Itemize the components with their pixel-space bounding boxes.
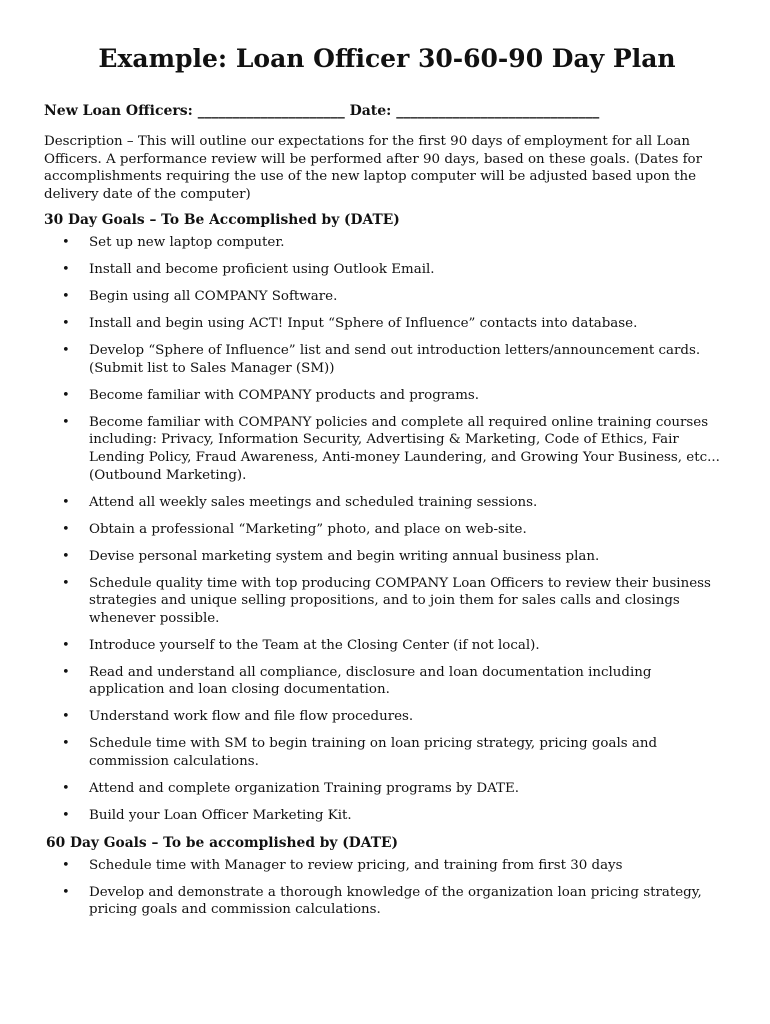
goal-item — [44, 708, 730, 726]
bullet-icon: • — [62, 736, 70, 752]
goal-text: Begin using all COMPANY Software. — [89, 289, 338, 305]
bullet-icon: • — [62, 884, 70, 900]
goal-text: Build your Loan Officer Marketing Kit. — [89, 807, 352, 823]
goal-item — [44, 548, 730, 566]
goal-item — [44, 884, 730, 919]
goal-item — [44, 575, 730, 628]
bullet-icon: • — [62, 709, 70, 725]
date-blank: _____________________________ — [396, 103, 600, 119]
bullet-icon: • — [62, 316, 70, 332]
bullet-icon: • — [62, 637, 70, 653]
bullet-icon: • — [62, 494, 70, 510]
officers-blank: _____________________ — [197, 103, 345, 119]
goal-text: Develop and demonstrate a thorough knowledge of the organization loan pricing strategy, pricing goals and commission calculations. — [89, 884, 702, 918]
bullet-icon: • — [62, 235, 70, 251]
goal-text: Obtain a professional “Marketing” photo, and place on web-site. — [89, 521, 527, 537]
goal-text: Introduce yourself to the Team at the Closing Center (if not local). — [89, 637, 540, 653]
bullet-icon: • — [62, 780, 70, 796]
goal-item — [44, 234, 730, 252]
goal-text: Schedule time with Manager to review pricing, and training from first 30 days — [89, 857, 623, 873]
header-fields — [44, 102, 730, 121]
goal-text: Schedule quality time with top producing COMPANY Loan Officers to review their business strategies and unique selling propositions, and to join them for sales calls and closings whenever possible. — [89, 575, 711, 626]
goal-text: Attend all weekly sales meetings and scheduled training sessions. — [89, 494, 538, 510]
section-heading-60-day: 60 Day Goals – To be accomplished by (DATE) — [46, 834, 399, 851]
goal-item — [44, 387, 730, 405]
bullet-icon: • — [62, 343, 70, 359]
goal-text: Set up new laptop computer. — [89, 235, 285, 251]
goal-item — [44, 735, 730, 770]
bullet-icon: • — [62, 387, 70, 403]
goal-item — [44, 637, 730, 655]
goal-item — [44, 664, 730, 699]
goal-item — [44, 315, 730, 333]
section-heading-30-day: 30 Day Goals – To Be Accomplished by (DATE) — [44, 212, 400, 229]
goal-item — [44, 342, 730, 377]
goal-text: Devise personal marketing system and begin writing annual business plan. — [89, 548, 600, 564]
officers-label: New Loan Officers: — [44, 103, 193, 119]
goal-item — [44, 807, 730, 825]
bullet-icon: • — [62, 289, 70, 305]
goals-list-60-day — [44, 857, 730, 919]
goal-text: Install and become proficient using Outlook Email. — [89, 262, 435, 278]
goal-text: Schedule time with SM to begin training on loan pricing strategy, pricing goals and commission calculations. — [89, 736, 658, 769]
goal-text: Attend and complete organization Training programs by DATE. — [89, 780, 519, 796]
bullet-icon: • — [62, 414, 70, 430]
goal-text: Become familiar with COMPANY products and programs. — [89, 387, 480, 403]
bullet-icon: • — [62, 262, 70, 278]
goal-text: Install and begin using ACT! Input “Sphere of Influence” contacts into database. — [89, 316, 638, 332]
bullet-icon: • — [62, 664, 70, 680]
bullet-icon: • — [62, 548, 70, 564]
goal-item — [44, 261, 730, 279]
date-label: Date: — [349, 103, 392, 119]
description: Description – This will outline our expectations for the first 90 days of employment for all Loan Officers. A performance review will be performed after 90 days, based on these goals. (Dates for accomplishments requiring the use of the new laptop computer will be adjusted based upon the delivery date of the computer) — [44, 134, 703, 202]
goals-list-30-day — [44, 234, 730, 824]
goal-text: Become familiar with COMPANY policies and complete all required online training courses including: Privacy, Information Security, Advertising & Marketing, Code of Ethics, Fair Lending Policy, Fraud Awareness, Anti-money Laundering, and Growing Your Business, etc... (Outbound Marketing). — [89, 414, 720, 483]
goal-text: Develop “Sphere of Influence” list and send out introduction letters/announcement cards. (Submit list to Sales Manager (SM)) — [89, 343, 701, 376]
goal-item — [44, 288, 730, 306]
bullet-icon: • — [62, 575, 70, 591]
bullet-icon: • — [62, 521, 70, 537]
goal-text: Read and understand all compliance, disclosure and loan documentation including application and loan closing documentation. — [89, 664, 652, 698]
page-title: Example: Loan Officer 30-60-90 Day Plan — [98, 44, 676, 73]
goal-item — [44, 494, 730, 512]
goal-item — [44, 414, 730, 484]
bullet-icon: • — [62, 857, 70, 873]
goal-item — [44, 857, 730, 875]
bullet-icon: • — [62, 807, 70, 823]
goal-item — [44, 521, 730, 539]
goal-item — [44, 780, 730, 798]
goal-text: Understand work flow and file flow procedures. — [89, 709, 414, 725]
